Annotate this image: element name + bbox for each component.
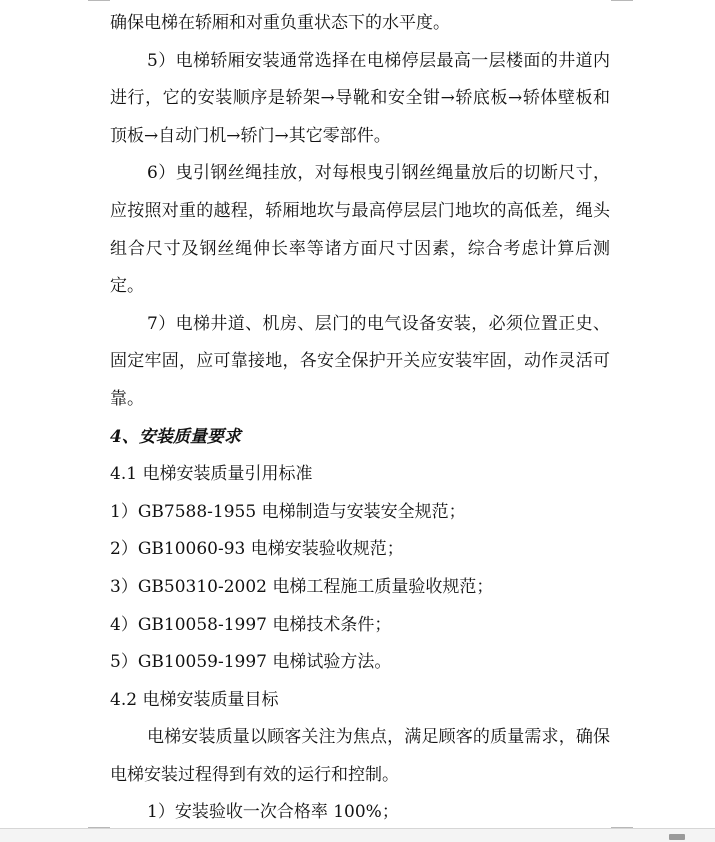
standard-list-item: 2）GB10060-93 电梯安装验收规范； [110, 539, 404, 560]
page-corner-mark-top-right-h [611, 0, 633, 1]
section-title-4-2: 4.2 电梯安装质量目标 [110, 689, 279, 710]
standard-list-item: 5）GB10059-1997 电梯试验方法。 [110, 652, 392, 673]
standard-list-item: 3）GB50310-2002 电梯工程施工质量验收规范； [110, 576, 494, 597]
page-bottom-edge [0, 828, 715, 842]
paragraph-continued: 确保电梯在轿厢和对重负重状态下的水平度。 [110, 13, 450, 33]
document-body [110, 5, 610, 832]
section-title-4-1: 4.1 电梯安装质量引用标准 [110, 464, 313, 485]
standard-list-item: 1）GB7588-1955 电梯制造与安装安全规范； [110, 501, 466, 522]
paragraph-item-6: 6）曳引钢丝绳挂放，对每根曳引钢丝绳量放后的切断尺寸，应按照对重的越程，轿厢地坎与最高停层层门地坎的高低差，绳头组合尺寸及钢丝绳伸长率等诸方面尺寸因素，综合考虑计算后测定。 [110, 163, 610, 297]
page-corner-mark-top-left-h [88, 0, 110, 1]
scroll-indicator[interactable] [669, 834, 685, 840]
standard-list-item: 4）GB10058-1997 电梯技术条件； [110, 614, 392, 635]
quality-goal-paragraph: 电梯安装质量以顾客关注为焦点，满足顾客的质量需求，确保电梯安装过程得到有效的运行和控制。 [110, 727, 610, 785]
paragraph-item-7: 7）电梯井道、机房、层门的电气设备安装，必须位置正史、固定牢固，应可靠接地，各安全保护开关应安装牢固，动作灵活可靠。 [110, 313, 610, 409]
quality-goal-item: 1）安装验收一次合格率 100%； [147, 802, 399, 823]
paragraph-item-5: 5）电梯轿厢安装通常选择在电梯停层最高一层楼面的井道内进行，它的安装顺序是轿架→导靴和安全钳→轿底板→轿体壁板和顶板→自动门机→轿门→其它零部件。 [110, 50, 610, 146]
section-heading-4: 4、安装质量要求 [110, 426, 241, 447]
